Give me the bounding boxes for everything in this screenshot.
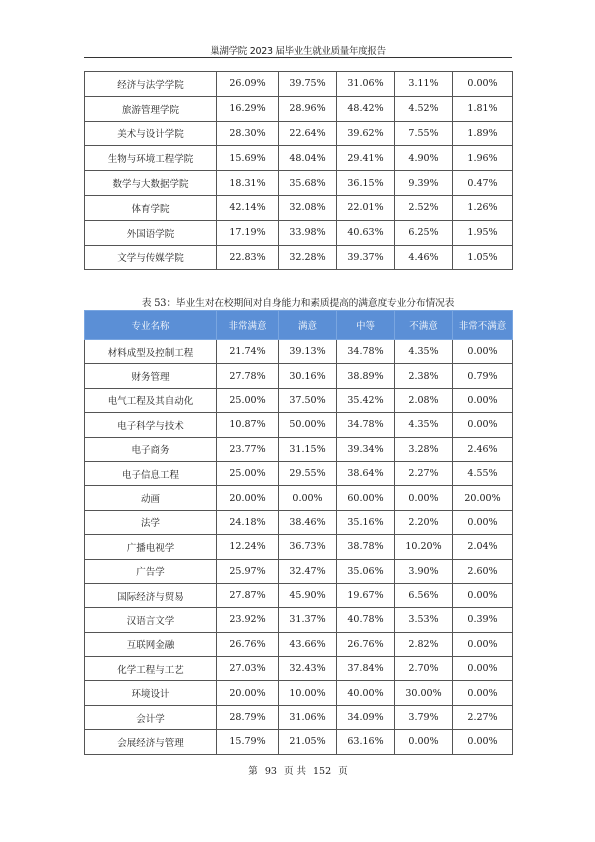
table-row [85, 146, 513, 171]
table-row [85, 657, 513, 681]
table-row [85, 681, 513, 705]
major-satisfaction-table [84, 310, 513, 755]
row-label-cell: 广播电视学 [85, 535, 217, 559]
percent-cell: 6.25% [395, 220, 453, 245]
percent-cell: 30.00% [395, 681, 453, 705]
table-row [85, 413, 513, 437]
row-label-cell: 外国语学院 [85, 220, 217, 245]
row-label-cell: 经济与法学学院 [85, 72, 217, 97]
percent-cell: 2.82% [395, 632, 453, 656]
percent-cell: 35.06% [337, 559, 395, 583]
table-row [85, 632, 513, 656]
percent-cell: 26.09% [217, 72, 279, 97]
table-row [85, 388, 513, 412]
percent-cell: 0.00% [453, 681, 513, 705]
percent-cell: 23.92% [217, 608, 279, 632]
percent-cell: 0.00% [453, 730, 513, 754]
percent-cell: 3.90% [395, 559, 453, 583]
percent-cell: 21.74% [217, 340, 279, 364]
percent-cell: 1.81% [453, 96, 513, 121]
table-row [85, 220, 513, 245]
percent-cell: 20.00% [217, 681, 279, 705]
footer-mid: 页 共 [283, 766, 306, 777]
percent-cell: 34.78% [337, 340, 395, 364]
page-number: 93 [264, 766, 277, 777]
percent-cell: 0.00% [453, 632, 513, 656]
table-row [85, 583, 513, 607]
percent-cell: 33.98% [279, 220, 337, 245]
row-label-cell: 广告学 [85, 559, 217, 583]
percent-cell: 40.00% [337, 681, 395, 705]
percent-cell: 21.05% [279, 730, 337, 754]
percent-cell: 15.79% [217, 730, 279, 754]
percent-cell: 7.55% [395, 121, 453, 146]
percent-cell: 27.87% [217, 583, 279, 607]
percent-cell: 4.46% [395, 245, 453, 270]
table-row [85, 437, 513, 461]
percent-cell: 26.76% [217, 632, 279, 656]
percent-cell: 37.84% [337, 657, 395, 681]
row-label-cell: 电子商务 [85, 437, 217, 461]
row-label-cell: 电子科学与技术 [85, 413, 217, 437]
row-label-cell: 会计学 [85, 705, 217, 729]
percent-cell: 0.00% [453, 388, 513, 412]
percent-cell: 36.15% [337, 171, 395, 196]
table-row [85, 340, 513, 364]
percent-cell: 27.03% [217, 657, 279, 681]
percent-cell: 39.75% [279, 72, 337, 97]
row-label-cell: 旅游管理学院 [85, 96, 217, 121]
percent-cell: 1.26% [453, 195, 513, 220]
percent-cell: 4.35% [395, 340, 453, 364]
college-satisfaction-table-continued [84, 71, 513, 270]
row-label-cell: 化学工程与工艺 [85, 657, 217, 681]
percent-cell: 4.90% [395, 146, 453, 171]
row-label-cell: 汉语言文学 [85, 608, 217, 632]
percent-cell: 15.69% [217, 146, 279, 171]
percent-cell: 60.00% [337, 486, 395, 510]
percent-cell: 3.53% [395, 608, 453, 632]
percent-cell: 31.15% [279, 437, 337, 461]
percent-cell: 4.35% [395, 413, 453, 437]
row-label-cell: 财务管理 [85, 364, 217, 388]
percent-cell: 1.95% [453, 220, 513, 245]
percent-cell: 40.78% [337, 608, 395, 632]
percent-cell: 2.08% [395, 388, 453, 412]
percent-cell: 0.00% [453, 413, 513, 437]
row-label-cell: 数学与大数据学院 [85, 171, 217, 196]
percent-cell: 6.56% [395, 583, 453, 607]
percent-cell: 40.63% [337, 220, 395, 245]
percent-cell: 0.00% [395, 486, 453, 510]
row-label-cell: 互联网金融 [85, 632, 217, 656]
percent-cell: 0.00% [453, 657, 513, 681]
percent-cell: 34.78% [337, 413, 395, 437]
percent-cell: 29.41% [337, 146, 395, 171]
row-label-cell: 生物与环境工程学院 [85, 146, 217, 171]
percent-cell: 26.76% [337, 632, 395, 656]
table-row [85, 195, 513, 220]
percent-cell: 2.04% [453, 535, 513, 559]
percent-cell: 0.00% [453, 72, 513, 97]
row-label-cell: 体育学院 [85, 195, 217, 220]
percent-cell: 18.31% [217, 171, 279, 196]
percent-cell: 25.97% [217, 559, 279, 583]
percent-cell: 0.39% [453, 608, 513, 632]
row-label-cell: 材料成型及控制工程 [85, 340, 217, 364]
percent-cell: 1.96% [453, 146, 513, 171]
table-caption: 表 53：毕业生对在校期间对自身能力和素质提高的满意度专业分布情况表 [141, 298, 455, 309]
percent-cell: 39.13% [279, 340, 337, 364]
percent-cell: 3.79% [395, 705, 453, 729]
percent-cell: 2.70% [395, 657, 453, 681]
percent-cell: 0.00% [395, 730, 453, 754]
percent-cell: 2.52% [395, 195, 453, 220]
percent-cell: 39.62% [337, 121, 395, 146]
percent-cell: 28.79% [217, 705, 279, 729]
table-row [85, 171, 513, 196]
percent-cell: 22.83% [217, 245, 279, 270]
row-label-cell: 美术与设计学院 [85, 121, 217, 146]
row-label-cell: 会展经济与管理 [85, 730, 217, 754]
percent-cell: 1.89% [453, 121, 513, 146]
table-header-row [85, 311, 513, 340]
percent-cell: 22.64% [279, 121, 337, 146]
percent-cell: 0.00% [279, 486, 337, 510]
total-pages: 152 [313, 766, 332, 777]
header-rule [84, 57, 512, 58]
table-row [85, 510, 513, 534]
percent-cell: 9.39% [395, 171, 453, 196]
row-label-cell: 环境设计 [85, 681, 217, 705]
table-row [85, 121, 513, 146]
percent-cell: 31.37% [279, 608, 337, 632]
row-label-cell: 国际经济与贸易 [85, 583, 217, 607]
column-header: 不满意 [395, 311, 453, 340]
percent-cell: 3.28% [395, 437, 453, 461]
percent-cell: 48.42% [337, 96, 395, 121]
table-row [85, 535, 513, 559]
percent-cell: 10.00% [279, 681, 337, 705]
percent-cell: 3.11% [395, 72, 453, 97]
percent-cell: 4.52% [395, 96, 453, 121]
percent-cell: 20.00% [217, 486, 279, 510]
table-row [85, 486, 513, 510]
percent-cell: 23.77% [217, 437, 279, 461]
row-label-cell: 动画 [85, 486, 217, 510]
footer-suffix: 页 [338, 766, 348, 777]
percent-cell: 63.16% [337, 730, 395, 754]
percent-cell: 2.60% [453, 559, 513, 583]
percent-cell: 39.34% [337, 437, 395, 461]
percent-cell: 2.27% [453, 705, 513, 729]
column-header: 中等 [337, 311, 395, 340]
percent-cell: 25.00% [217, 461, 279, 485]
percent-cell: 19.67% [337, 583, 395, 607]
percent-cell: 31.06% [279, 705, 337, 729]
percent-cell: 38.64% [337, 461, 395, 485]
table-row [85, 608, 513, 632]
percent-cell: 29.55% [279, 461, 337, 485]
percent-cell: 50.00% [279, 413, 337, 437]
row-label-cell: 电子信息工程 [85, 461, 217, 485]
percent-cell: 25.00% [217, 388, 279, 412]
percent-cell: 32.47% [279, 559, 337, 583]
percent-cell: 20.00% [453, 486, 513, 510]
percent-cell: 27.78% [217, 364, 279, 388]
column-header: 非常不满意 [453, 311, 513, 340]
percent-cell: 12.24% [217, 535, 279, 559]
percent-cell: 35.42% [337, 388, 395, 412]
row-label-cell: 文学与传媒学院 [85, 245, 217, 270]
table-row [85, 96, 513, 121]
percent-cell: 28.96% [279, 96, 337, 121]
percent-cell: 34.09% [337, 705, 395, 729]
table-row [85, 245, 513, 270]
percent-cell: 2.46% [453, 437, 513, 461]
percent-cell: 43.66% [279, 632, 337, 656]
percent-cell: 37.50% [279, 388, 337, 412]
percent-cell: 4.55% [453, 461, 513, 485]
percent-cell: 45.90% [279, 583, 337, 607]
percent-cell: 48.04% [279, 146, 337, 171]
table-row [85, 72, 513, 97]
percent-cell: 39.37% [337, 245, 395, 270]
percent-cell: 24.18% [217, 510, 279, 534]
page-footer [84, 763, 512, 777]
column-header: 满意 [279, 311, 337, 340]
percent-cell: 35.68% [279, 171, 337, 196]
percent-cell: 32.08% [279, 195, 337, 220]
column-header: 非常满意 [217, 311, 279, 340]
table-row [85, 705, 513, 729]
percent-cell: 38.46% [279, 510, 337, 534]
percent-cell: 2.20% [395, 510, 453, 534]
row-label-cell: 电气工程及其自动化 [85, 388, 217, 412]
percent-cell: 0.00% [453, 510, 513, 534]
percent-cell: 17.19% [217, 220, 279, 245]
percent-cell: 2.38% [395, 364, 453, 388]
table-row [85, 364, 513, 388]
percent-cell: 10.87% [217, 413, 279, 437]
percent-cell: 2.27% [395, 461, 453, 485]
table-row [85, 559, 513, 583]
percent-cell: 16.29% [217, 96, 279, 121]
percent-cell: 0.79% [453, 364, 513, 388]
row-label-cell: 法学 [85, 510, 217, 534]
percent-cell: 10.20% [395, 535, 453, 559]
table-row [85, 730, 513, 754]
percent-cell: 32.28% [279, 245, 337, 270]
percent-cell: 0.47% [453, 171, 513, 196]
column-header: 专业名称 [85, 311, 217, 340]
percent-cell: 35.16% [337, 510, 395, 534]
percent-cell: 30.16% [279, 364, 337, 388]
running-header: 巢湖学院 2023 届毕业生就业质量年度报告 [210, 46, 386, 57]
percent-cell: 22.01% [337, 195, 395, 220]
percent-cell: 36.73% [279, 535, 337, 559]
percent-cell: 42.14% [217, 195, 279, 220]
percent-cell: 38.78% [337, 535, 395, 559]
percent-cell: 0.00% [453, 340, 513, 364]
percent-cell: 32.43% [279, 657, 337, 681]
footer-prefix: 第 [248, 766, 258, 777]
table-row [85, 461, 513, 485]
percent-cell: 31.06% [337, 72, 395, 97]
percent-cell: 0.00% [453, 583, 513, 607]
percent-cell: 1.05% [453, 245, 513, 270]
percent-cell: 28.30% [217, 121, 279, 146]
percent-cell: 38.89% [337, 364, 395, 388]
